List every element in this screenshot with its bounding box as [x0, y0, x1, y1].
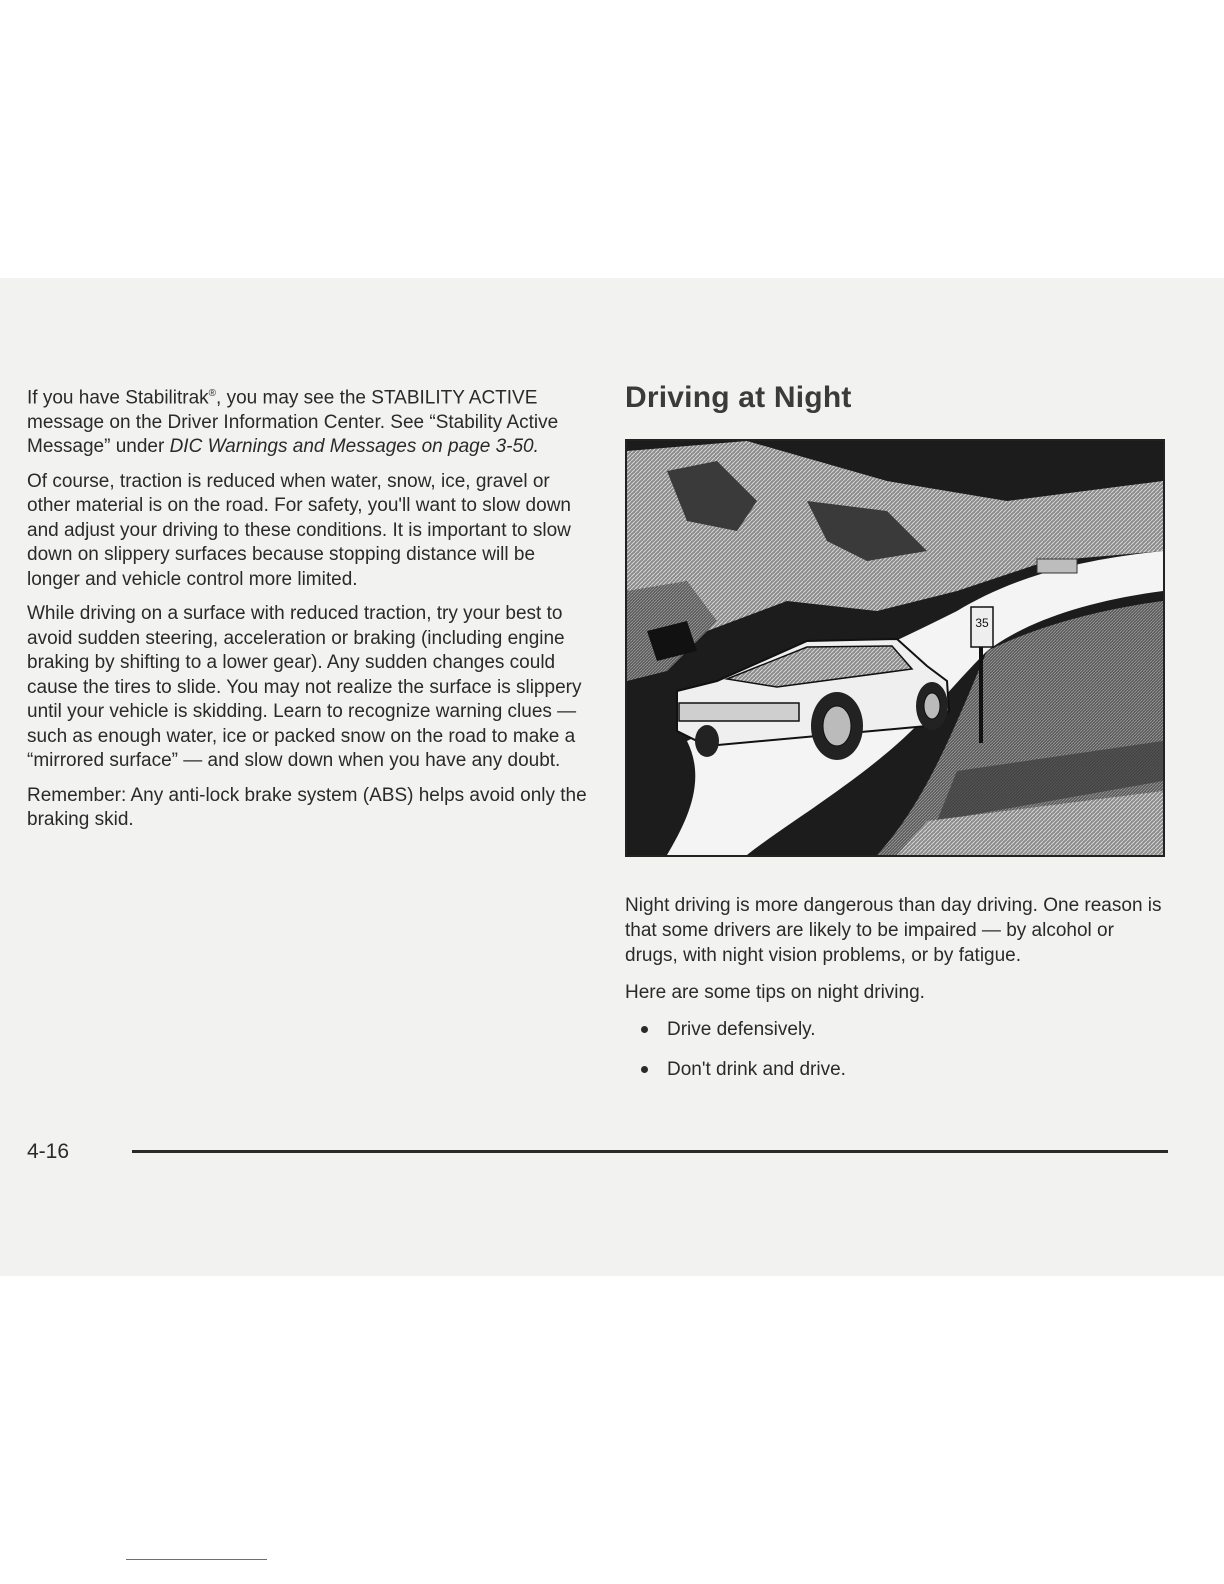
list-item-text: Don't drink and drive.: [667, 1059, 846, 1080]
abs-paragraph: Remember: Any anti-lock brake system (ABS) helps avoid only the braking skid.: [27, 784, 587, 831]
page-number: 4-16: [27, 1140, 70, 1163]
night-danger-paragraph: Night driving is more dangerous than day driving. One reason is that some drivers are likely to be impaired — by alcohol or drugs, with night vision problems, or by fatigue.: [625, 895, 1162, 966]
stabilitrak-paragraph: [27, 382, 587, 460]
section-heading: Driving at Night: [625, 381, 852, 414]
left-column: [27, 382, 587, 843]
right-column-header: [625, 380, 1170, 416]
speed-sign-number: 35: [975, 616, 989, 630]
bottom-underline: [126, 1559, 267, 1560]
tips-list: [625, 1017, 1170, 1082]
p1-text-b: , you may see the STABILITY ACTIVE message on the Driver Information Center. See “Stability Active Message” under: [27, 387, 559, 458]
right-column-body: [625, 893, 1170, 1097]
p1-text-a: If you have Stabilitrak: [27, 387, 209, 409]
reduced-traction-paragraph: While driving on a surface with reduced traction, try your best to avoid sudden steering, acceleration or braking (including engine braking by shifting to a lower gear). Any sudden changes could cause the tires to slide. You may not realize the surface is slippery until your vehicle is skidding. Learn to recognize warning clues — such as enough water, ice or packed snow on the road to make a “mirrored surface” — and slow down when you have any doubt.: [27, 603, 582, 772]
registered-mark: ®: [208, 388, 217, 399]
list-item-text: Drive defensively.: [667, 1019, 816, 1040]
footer-divider: [132, 1150, 1168, 1153]
bullet-icon: [641, 1066, 648, 1073]
dic-warnings-reference: DIC Warnings and Messages on page 3-50.: [169, 436, 539, 458]
traction-paragraph: Of course, traction is reduced when water, snow, ice, gravel or other material is on the road. For safety, you'll want to slow down and adjust your driving to these conditions. It is important to slow down on slippery surfaces because stopping distance will be longer and vehicle control more limited.: [27, 470, 571, 590]
bullet-icon: [641, 1026, 648, 1033]
list-item: [625, 1057, 1170, 1082]
tips-intro-paragraph: Here are some tips on night driving.: [625, 982, 925, 1003]
night-driving-illustration: [625, 439, 1165, 857]
list-item: [625, 1017, 1170, 1042]
